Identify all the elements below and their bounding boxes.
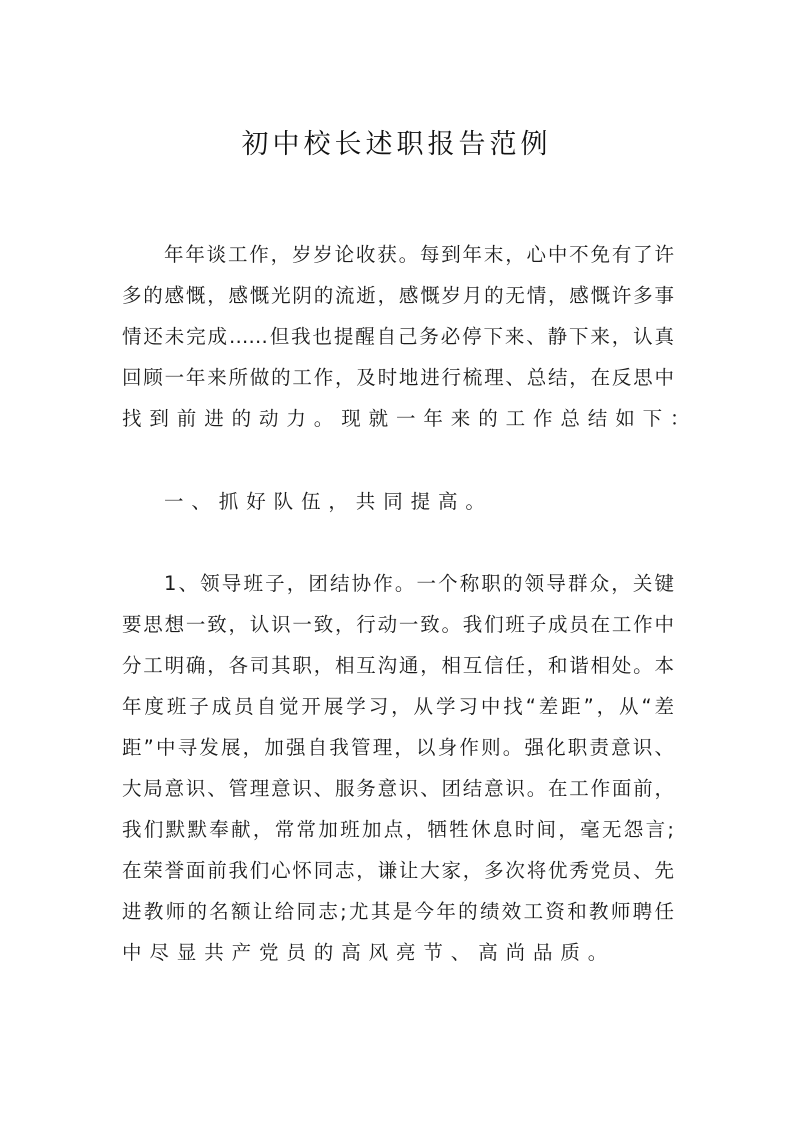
text-line: 距”中寻发展，加强自我管理，以身作则。强化职责意识、 xyxy=(122,736,674,759)
text-line: 年年谈工作，岁岁论收获。每到年末，心中不免有了许 xyxy=(164,243,674,266)
text-line: 中尽显共产党员的高风亮节、高尚品质。 xyxy=(122,941,616,964)
heading-line: 一、抓好队伍，共同提高。 xyxy=(164,490,493,513)
text-line: 在荣誉面前我们心怀同志，谦让大家，多次将优秀党员、先 xyxy=(122,859,674,882)
document-title: 初中校长述职报告范例 xyxy=(241,129,552,160)
text-line: 要思想一致，认识一致，行动一致。我们班子成员在工作中 xyxy=(122,613,674,636)
text-line: 找到前进的动力。现就一年来的工作总结如下： xyxy=(122,407,698,430)
text-line: 1、领导班子，团结协作。一个称职的领导群众，关键 xyxy=(164,572,674,595)
text-line: 回顾一年来所做的工作，及时地进行梳理、总结，在反思中 xyxy=(122,366,674,389)
paragraph-intro xyxy=(122,234,698,439)
text-line: 进教师的名额让给同志;尤其是今年的绩效工资和教师聘任 xyxy=(122,900,674,923)
paragraph-item-1 xyxy=(122,563,674,973)
text-line: 我们默默奉献，常常加班加点，牺牲休息时间，毫无怨言; xyxy=(122,818,674,841)
text-line: 大局意识、管理意识、服务意识、团结意识。在工作面前， xyxy=(122,777,674,800)
text-line: 分工明确，各司其职，相互沟通，相互信任，和谐相处。本 xyxy=(122,654,674,677)
text-line: 年度班子成员自觉开展学习，从学习中找“差距”，从“差 xyxy=(122,695,674,718)
text-line: 多的感慨，感慨光阴的流逝，感慨岁月的无情，感慨许多事 xyxy=(122,284,674,307)
section-heading xyxy=(122,481,674,522)
text-line: 情还未完成……但我也提醒自己务必停下来、静下来，认真 xyxy=(122,325,674,348)
